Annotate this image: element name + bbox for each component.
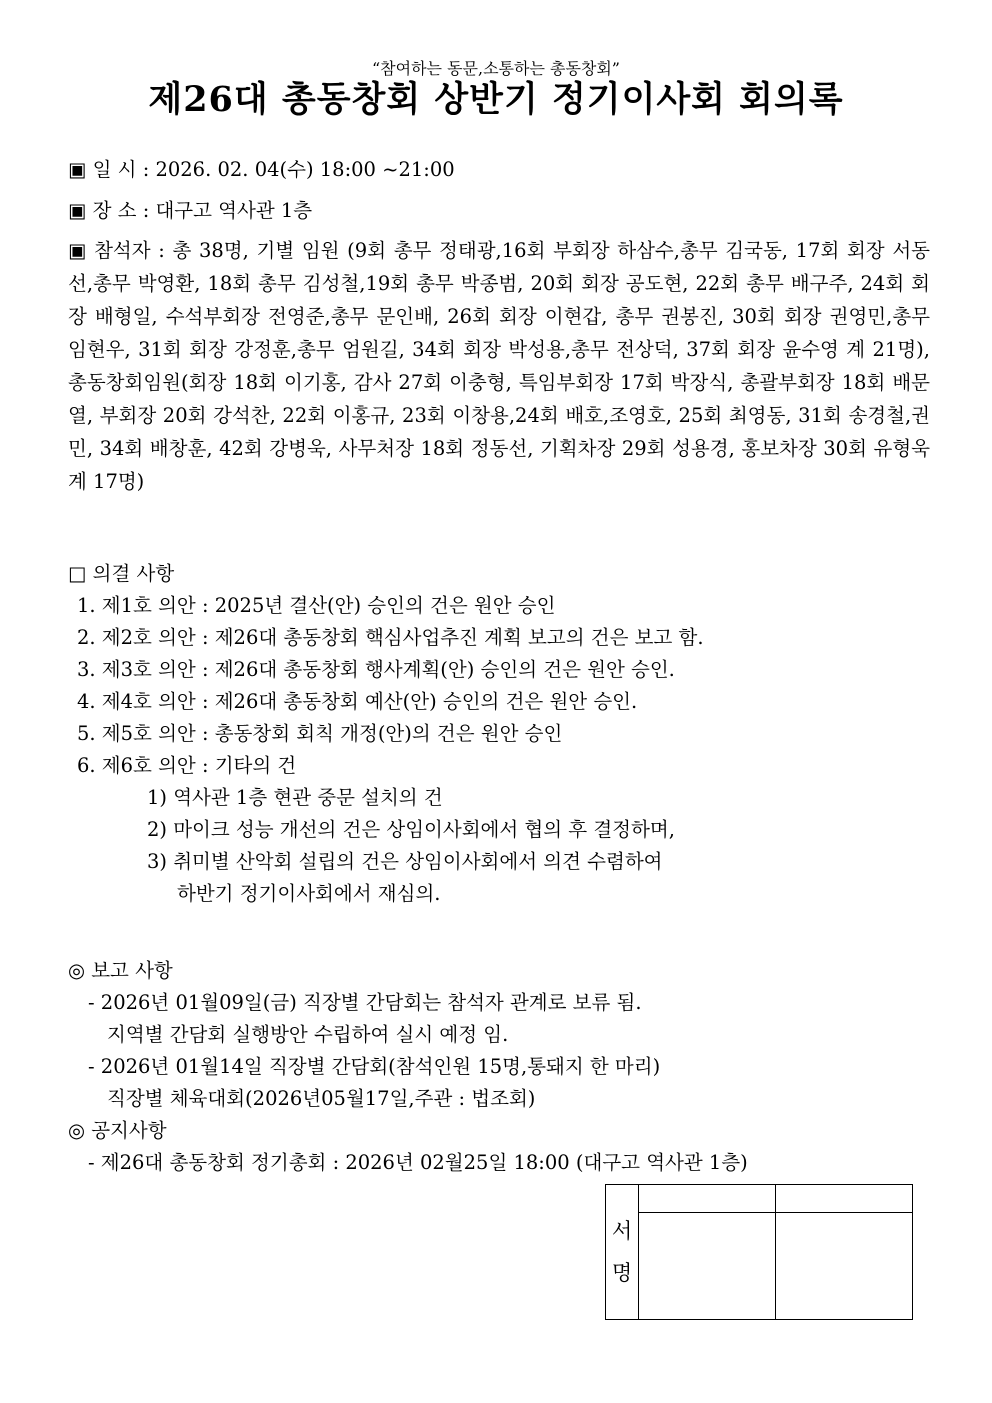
reports-heading: ◎ 보고 사항 — [68, 959, 173, 982]
resolution-item: 3. 제3호 의안 : 제26대 총동창회 행사계획(안) 승인의 건은 원안 승인. — [77, 658, 675, 681]
notice-line: - 제26대 총동창회 정기총회 : 2026년 02월25일 18:00 (대구고 역사관 1층) — [88, 1151, 748, 1174]
report-line: 직장별 체육대회(2026년05월17일,주관 : 법조회) — [107, 1087, 536, 1110]
resolution-item: 6. 제6호 의안 : 기타의 건 — [77, 754, 297, 777]
resolutions-heading: □ 의결 사항 — [68, 562, 175, 585]
document-title: 제26대 총동창회 상반기 정기이사회 회의록 — [148, 79, 844, 120]
resolution-item: 5. 제5호 의안 : 총동창회 회칙 개정(안)의 건은 원안 승인 — [77, 722, 563, 745]
resolution-sub-item: 하반기 정기이사회에서 재심의. — [177, 882, 441, 905]
meeting-datetime: ▣ 일 시 : 2026. 02. 04(수) 18:00 ~21:00 — [68, 158, 455, 181]
signature-table — [605, 1184, 913, 1320]
resolution-sub-item: 1) 역사관 1층 현관 중문 설치의 건 — [147, 786, 443, 809]
resolution-item: 1. 제1호 의안 : 2025년 결산(안) 승인의 건은 원안 승인 — [77, 594, 556, 617]
meeting-attendees: ▣ 참석자 : 총 38명, 기별 임원 (9회 총무 정태광,16회 부회장 하삼수,총무 김국동, 17회 회장 서동선,총무 박영환, 18회 총무 김성철,19회 총무 박종범, 20회 회장 공도현, 22회 총무 배구주, 24회 회장 배형일, 수석부회장 전영준,총무 문인배, 26회 회장 이현갑, 총무 권봉진, 30회 회장 권영민,총무 임현우, 31회 회장 강정훈,총무 엄원길, 34회 회장 박성용,총무 전상덕, 37회 회장 윤수영 계 21명), 총동창회임원(회장 18회 이기홍, 감사 27회 이충형, 특임부회장 17회 박장식, 총괄부회장 18회 배문열, 부회장 20회 강석찬, 22회 이홍규, 23회 이창용,24회 배호,조영호, 25회 최영동, 31회 송경철,권민, 34회 배창훈, 42회 강병욱, 사무처장 18회 정동선, 기획차장 29회 성용경, 홍보차장 30회 유형욱 계 17명) — [68, 239, 930, 493]
meeting-place: ▣ 장 소 : 대구고 역사관 1층 — [68, 199, 313, 222]
resolution-item: 2. 제2호 의안 : 제26대 총동창회 핵심사업추진 계획 보고의 건은 보고 함. — [77, 626, 704, 649]
report-line: - 2026년 01월14일 직장별 간담회(참석인원 15명,통돼지 한 마리) — [88, 1055, 661, 1078]
signature-label: 서 명 — [606, 1185, 639, 1320]
signature-header-cell — [639, 1185, 776, 1213]
resolution-sub-item: 3) 취미별 산악회 설립의 건은 상임이사회에서 의견 수렴하여 — [147, 850, 663, 873]
signature-cell[interactable] — [776, 1213, 913, 1320]
signature-header-cell — [776, 1185, 913, 1213]
resolution-sub-item: 2) 마이크 성능 개선의 건은 상임이사회에서 협의 후 결정하며, — [147, 818, 675, 841]
slogan: “참여하는 동문,소통하는 총동창회” — [371, 59, 620, 78]
notices-heading: ◎ 공지사항 — [68, 1119, 167, 1142]
signature-cell[interactable] — [639, 1213, 776, 1320]
report-line: - 2026년 01월09일(금) 직장별 간담회는 참석자 관계로 보류 됨. — [88, 991, 642, 1014]
resolution-item: 4. 제4호 의안 : 제26대 총동창회 예산(안) 승인의 건은 원안 승인. — [77, 690, 638, 713]
report-line: 지역별 간담회 실행방안 수립하여 실시 예정 임. — [107, 1023, 509, 1046]
